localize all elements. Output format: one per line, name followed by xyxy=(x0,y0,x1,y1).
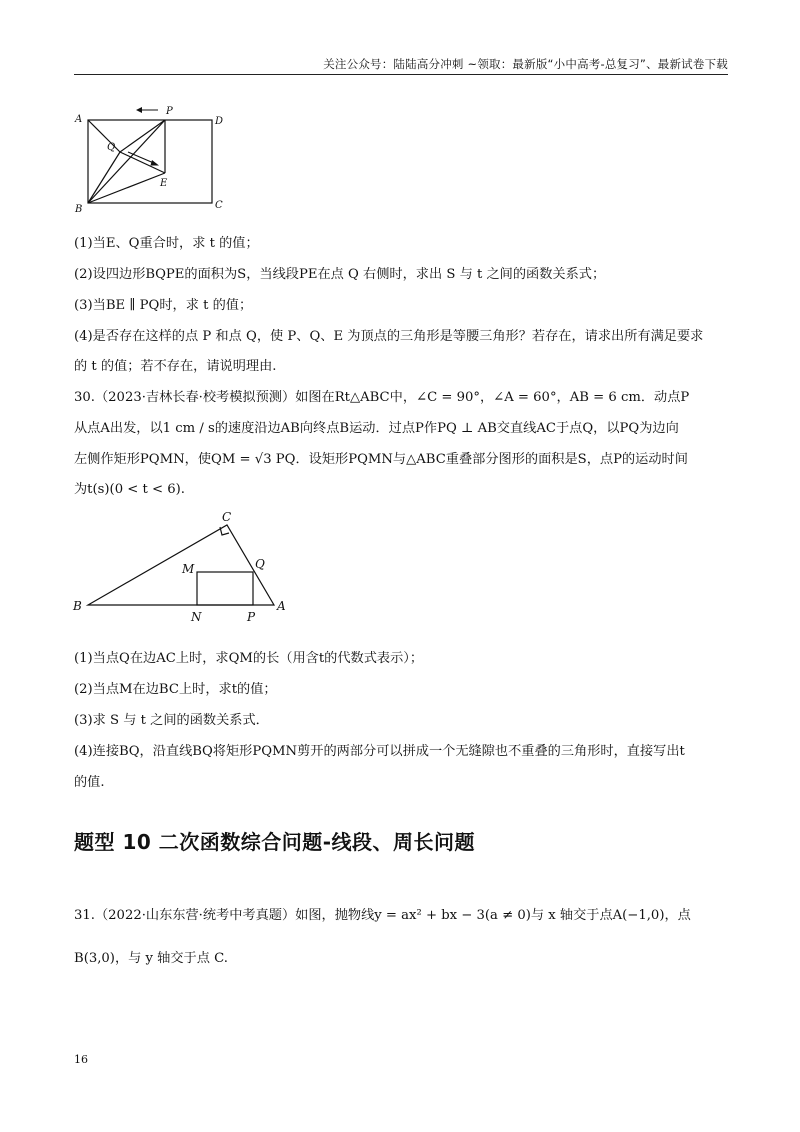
label-d: D xyxy=(215,116,224,127)
page-number: 16 xyxy=(74,1053,88,1066)
q30-part3: (3)求 S 与 t 之间的函数关系式． xyxy=(74,713,269,728)
section-title: 题型 10 二次函数综合问题-线段、周长问题 xyxy=(74,830,476,854)
q30-line4: 为t(s)(0 < t < 6). xyxy=(74,482,185,497)
q29-part4-cont: 的 t 的值；若不存在，请说明理由. xyxy=(74,359,277,374)
segment-be xyxy=(88,173,165,203)
label-b: B xyxy=(75,204,83,215)
label-b2: B xyxy=(73,599,82,613)
rect-pqmn xyxy=(197,572,253,605)
segment-bq xyxy=(88,152,120,203)
q30-line3: 左侧作矩形PQMN，使QM = √3 PQ．设矩形PQMN与△ABC重叠部分图形的面积是S，点P的运动时间 xyxy=(74,452,688,467)
label-p2: P xyxy=(247,610,256,624)
q30-part1: (1)当点Q在边AC上时，求QM的长（用含t的代数式表示）； xyxy=(74,651,424,666)
q30-part4: (4)连接BQ，沿直线BQ将矩形PQMN剪开的两部分可以拼成一个无缝隙也不重叠的三角形时，直接写出t xyxy=(74,744,685,759)
q31-line1: 31.（2022·山东东营·统考中考真题）如图，抛物线y = ax² + bx − 3(a ≠ 0)与 x 轴交于点A(−1,0)，点 xyxy=(74,908,691,923)
page-header: 关注公众号：陆陆高分冲刺 ~领取：最新版“小中高考-总复习”、最新试卷下载 xyxy=(323,57,728,71)
label-n: N xyxy=(191,610,202,624)
label-a: A xyxy=(75,114,83,125)
q29-part2: (2)设四边形BQPE的面积为S，当线段PE在点 Q 右侧时，求出 S 与 t 之间的函数关系式； xyxy=(74,267,606,282)
label-q: Q xyxy=(107,142,116,153)
q31-line2: B(3,0)，与 y 轴交于点 C. xyxy=(74,951,228,966)
segment-qe xyxy=(120,152,165,173)
header-rule xyxy=(74,74,728,75)
segment-qp xyxy=(120,120,165,152)
q30-line1: 30.（2023·吉林长春·校考模拟预测）如图在Rt△ABC中，∠C = 90°，∠A = 60°，AB = 6 cm．动点P xyxy=(74,390,690,405)
q29-part4: (4)是否存在这样的点 P 和点 Q，使 P、Q、E 为顶点的三角形是等腰三角形？若存在，请求出所有满足要求 xyxy=(74,329,704,344)
triangle-abc xyxy=(88,525,274,605)
label-q2: Q xyxy=(255,557,265,571)
figure-rectangle-abcd xyxy=(70,100,240,216)
q30-part2: (2)当点M在边BC上时，求t的值； xyxy=(74,682,277,697)
label-a2: A xyxy=(277,599,286,613)
q30-part4-cont: 的值. xyxy=(74,775,105,790)
label-e: E xyxy=(160,178,168,189)
label-p: P xyxy=(166,106,173,117)
q29-part1: (1)当E、Q重合时，求 t 的值； xyxy=(74,236,259,251)
q30-line2: 从点A出发，以1 cm / s的速度沿边AB向终点B运动．过点P作PQ ⊥ AB交直线AC于点Q，以PQ为边向 xyxy=(74,421,679,436)
label-m: M xyxy=(182,562,195,576)
q29-part3: (3)当BE ∥ PQ时，求 t 的值； xyxy=(74,298,253,313)
label-c: C xyxy=(215,200,223,211)
figure-triangle-abc xyxy=(70,505,300,627)
arrow-left-icon xyxy=(136,107,158,113)
label-c2: C xyxy=(222,510,232,524)
